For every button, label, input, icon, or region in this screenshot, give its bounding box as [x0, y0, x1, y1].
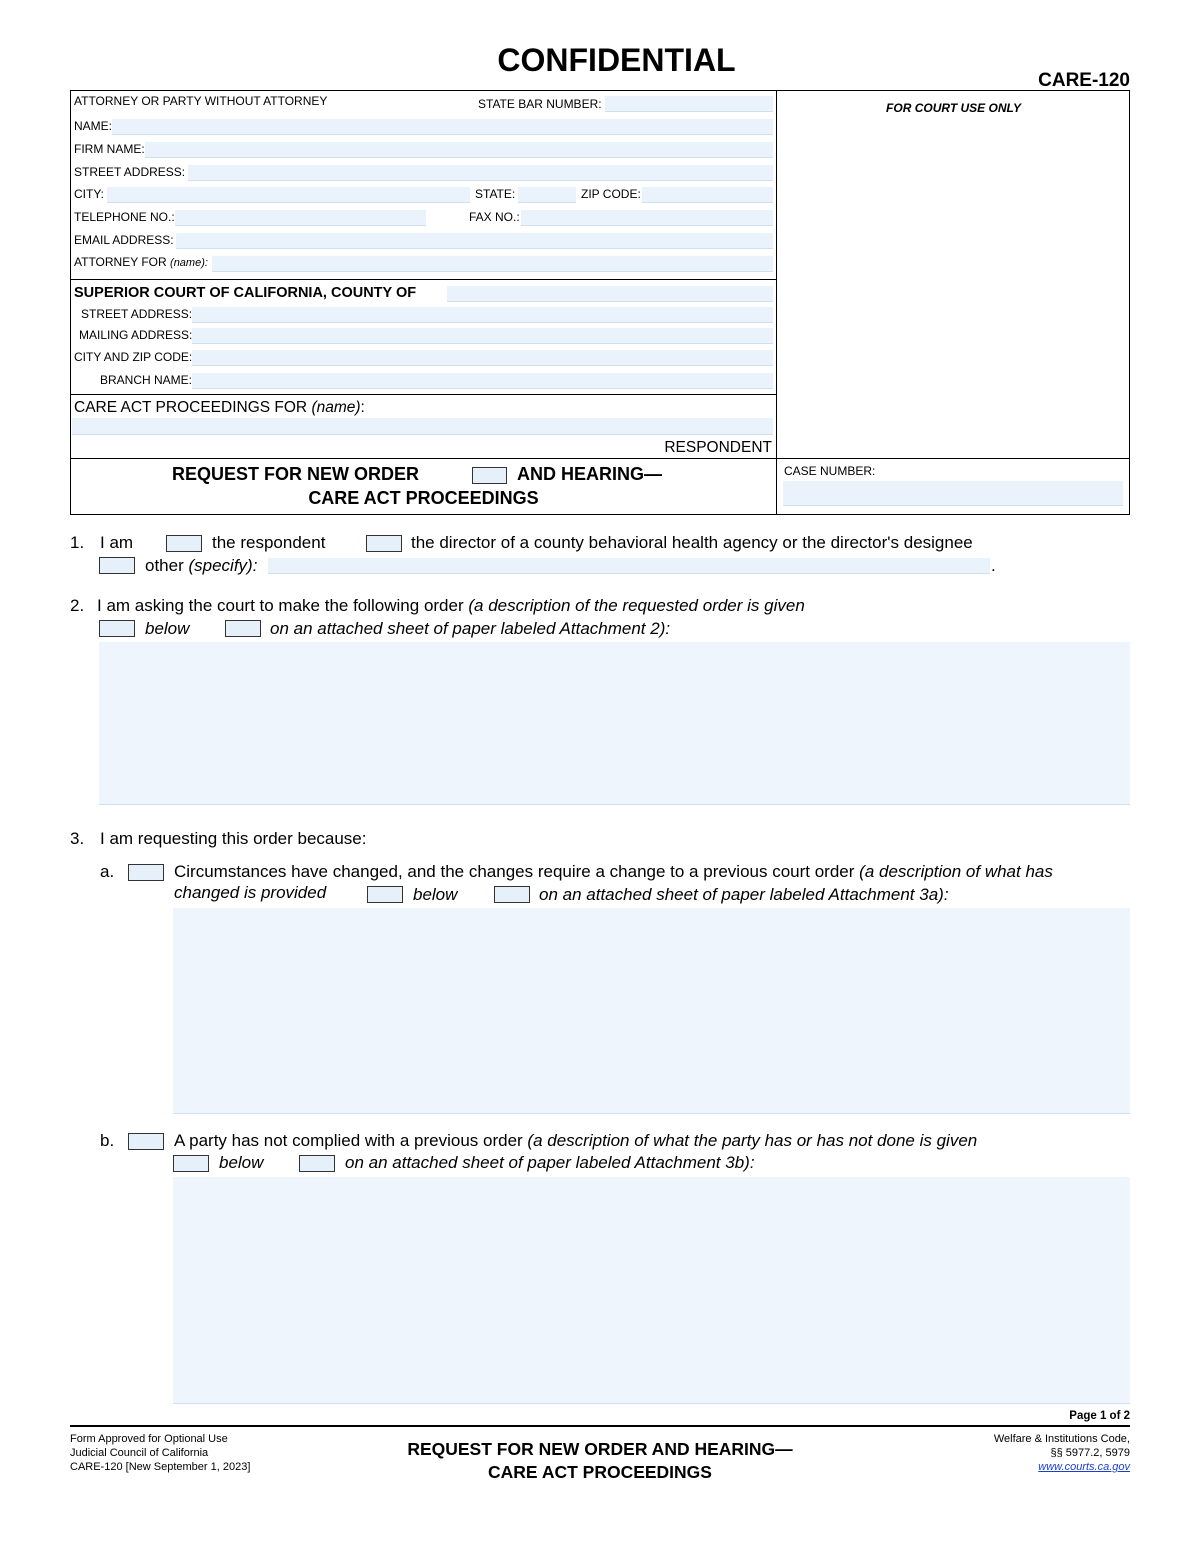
item3a-below-option: below	[413, 885, 458, 904]
court-mailing-label: MAILING ADDRESS:	[79, 328, 193, 342]
respondent-option: the respondent	[212, 533, 326, 552]
item2-below-option: below	[145, 619, 190, 638]
form-id: CARE-120	[1038, 70, 1130, 91]
footer-rule	[70, 1425, 1130, 1427]
item3a-attached-checkbox[interactable]	[494, 886, 530, 903]
county-field[interactable]	[447, 286, 773, 302]
courts-website-link[interactable]: www.courts.ca.gov	[1038, 1461, 1130, 1473]
item3b-attached-option: on an attached sheet of paper labeled Attachment 3b):	[345, 1153, 755, 1172]
court-street-field[interactable]	[192, 307, 773, 323]
item3a-attached-option: on an attached sheet of paper labeled Attachment 3a):	[539, 885, 949, 904]
case-number-label: CASE NUMBER:	[784, 464, 876, 478]
footer-right: Welfare & Institutions Code, §§ 5977.2, 5979 www.courts.ca.gov	[993, 1433, 1130, 1473]
footer-title: REQUEST FOR NEW ORDER AND HEARING— CARE ACT PROCEEDINGS	[407, 1439, 793, 1482]
item3b-attached-checkbox[interactable]	[299, 1155, 335, 1172]
item3a-checkbox[interactable]	[128, 864, 164, 881]
title-line2: CARE ACT PROCEEDINGS	[308, 488, 539, 508]
respondent-checkbox[interactable]	[166, 535, 202, 552]
city-field[interactable]	[107, 187, 470, 203]
attorney-for-label: ATTORNEY FOR (name):	[74, 255, 208, 269]
item3b-text: A party has not complied with a previous order (a description of what the party has or has not done is given	[174, 1131, 978, 1150]
item3a-letter: a.	[100, 862, 115, 881]
item3a-text-line2: changed is provided	[174, 883, 327, 902]
fax-field[interactable]	[521, 210, 773, 226]
state-bar-label: STATE BAR NUMBER:	[478, 97, 602, 111]
title-line1a: REQUEST FOR NEW ORDER	[172, 464, 420, 484]
and-hearing-checkbox[interactable]	[472, 467, 507, 484]
court-divider	[70, 394, 777, 395]
name-label: NAME:	[74, 119, 113, 133]
state-bar-field[interactable]	[605, 96, 773, 112]
court-heading: SUPERIOR COURT OF CALIFORNIA, COUNTY OF	[74, 285, 417, 301]
caption-vertical-divider	[776, 90, 777, 515]
item3a-description-area[interactable]	[173, 908, 1130, 1114]
item2-below-checkbox[interactable]	[99, 620, 135, 637]
court-cityzip-field[interactable]	[192, 350, 773, 366]
attorney-divider	[70, 279, 777, 280]
city-label: CITY:	[74, 187, 105, 201]
item3b-below-checkbox[interactable]	[173, 1155, 209, 1172]
phone-field[interactable]	[175, 210, 426, 226]
title-line1b: AND HEARING—	[517, 464, 663, 484]
respondent-name-field[interactable]	[72, 418, 773, 435]
street-label: STREET ADDRESS:	[74, 165, 186, 179]
item2-text: I am asking the court to make the following order (a description of the requested order is given	[97, 596, 805, 615]
item3a-below-checkbox[interactable]	[367, 886, 403, 903]
title-divider	[70, 458, 1130, 459]
court-cityzip-label: CITY AND ZIP CODE:	[74, 350, 193, 364]
state-field[interactable]	[518, 187, 576, 203]
email-label: EMAIL ADDRESS:	[74, 233, 174, 247]
director-option: the director of a county behavioral health agency or the director's designee	[411, 533, 973, 552]
other-option: other (specify):	[145, 556, 258, 575]
item3b-below-option: below	[219, 1153, 264, 1172]
confidential-heading: CONFIDENTIAL	[497, 42, 736, 78]
item3-number: 3.	[70, 829, 85, 848]
firm-field[interactable]	[145, 142, 773, 158]
other-specify-field[interactable]	[268, 558, 990, 574]
phone-label: TELEPHONE NO.:	[74, 210, 175, 224]
item1-lead: I am	[100, 533, 134, 552]
zip-field[interactable]	[642, 187, 773, 203]
item1-period: .	[991, 556, 996, 575]
item3b-checkbox[interactable]	[128, 1133, 164, 1150]
other-checkbox[interactable]	[99, 557, 135, 574]
attorney-for-field[interactable]	[212, 256, 773, 272]
director-checkbox[interactable]	[366, 535, 402, 552]
item2-attached-checkbox[interactable]	[225, 620, 261, 637]
case-number-field[interactable]	[783, 481, 1123, 506]
email-field[interactable]	[176, 233, 773, 249]
state-label: STATE:	[475, 187, 516, 201]
proceedings-label: CARE ACT PROCEEDINGS FOR (name):	[74, 399, 365, 416]
zip-label: ZIP CODE:	[581, 187, 641, 201]
court-branch-field[interactable]	[192, 373, 773, 389]
item3a-text: Circumstances have changed, and the changes require a change to a previous court order (a description of what has	[174, 862, 1053, 881]
page-number: Page 1 of 2	[1069, 1410, 1130, 1422]
item1-number: 1.	[70, 533, 85, 552]
respondent-label: RESPONDENT	[664, 439, 772, 456]
fax-label: FAX NO.:	[469, 210, 520, 224]
court-branch-label: BRANCH NAME:	[100, 373, 193, 387]
court-street-label: STREET ADDRESS:	[81, 307, 193, 321]
attorney-heading: ATTORNEY OR PARTY WITHOUT ATTORNEY	[74, 94, 328, 108]
item2-description-area[interactable]	[99, 642, 1130, 805]
footer-left: Form Approved for Optional Use Judicial Council of California CARE-120 [New September 1, 2023]	[70, 1433, 251, 1473]
court-use-label: FOR COURT USE ONLY	[886, 101, 1021, 115]
item3-text: I am requesting this order because:	[100, 829, 367, 848]
name-field[interactable]	[112, 119, 773, 135]
item3b-description-area[interactable]	[173, 1177, 1130, 1404]
court-mailing-field[interactable]	[192, 328, 773, 344]
item3b-letter: b.	[100, 1131, 115, 1150]
item2-number: 2.	[70, 596, 85, 615]
item2-attached-option: on an attached sheet of paper labeled Attachment 2):	[270, 619, 671, 638]
firm-label: FIRM NAME:	[74, 142, 145, 156]
street-field[interactable]	[188, 165, 773, 181]
